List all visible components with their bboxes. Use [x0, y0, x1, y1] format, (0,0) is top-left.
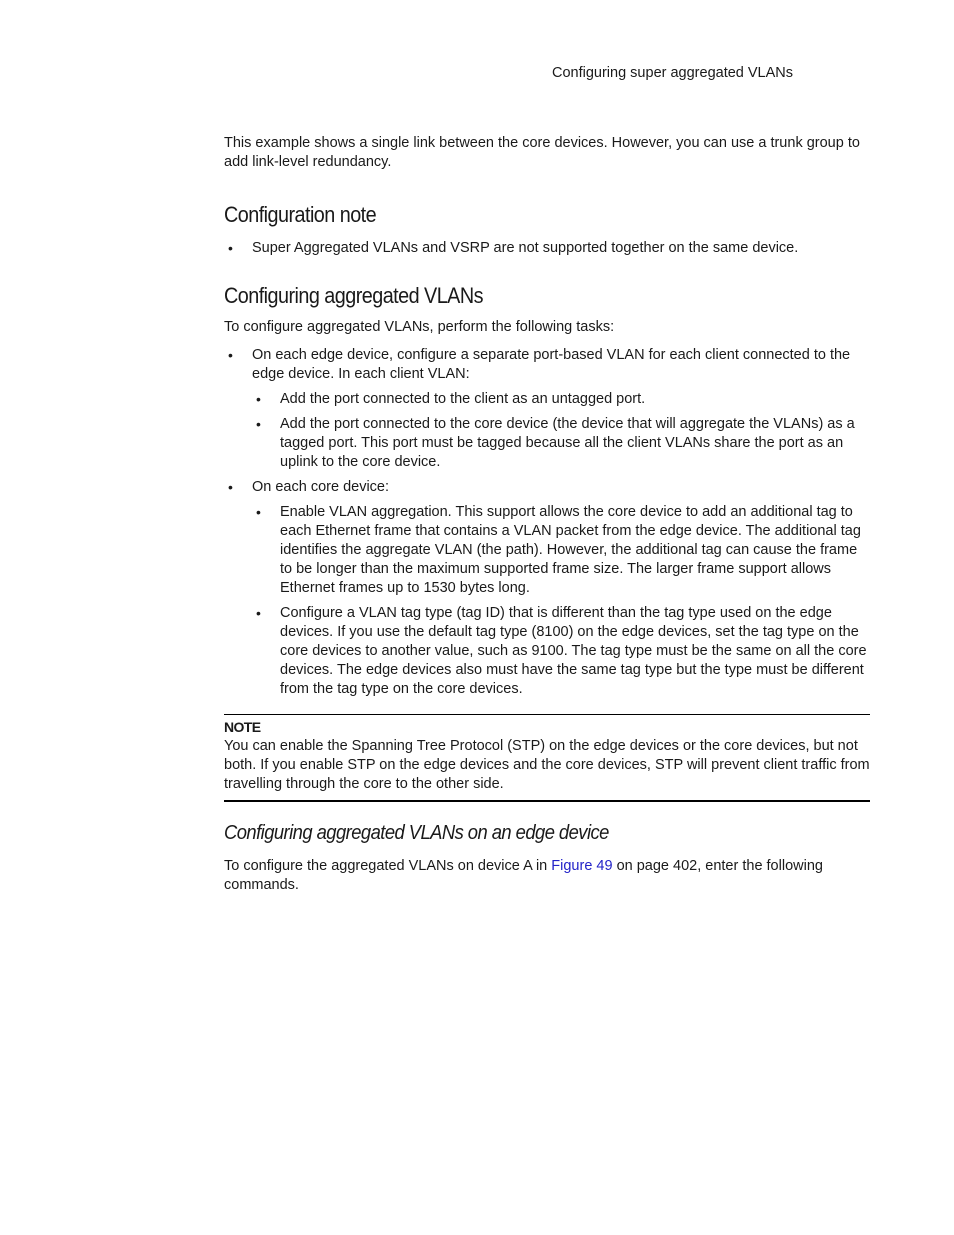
list-item: • Super Aggregated VLANs and VSRP are not supported together on the same device.: [228, 240, 799, 256]
configuration-note-list: [224, 239, 870, 258]
intro-paragraph: This example shows a single link between the core devices. However, you can use a trunk group to add link-level redundancy.: [224, 135, 860, 170]
running-header: Configuring super aggregated VLANs: [552, 65, 794, 81]
list-item: • Enable VLAN aggregation. This support allows the core device to add an additional tag to each Ethernet frame that contains a VLAN packet from the edge device. The additional tag identifies the aggregate VLAN (the path). However, the additional tag can cause the frame to be longer than the maximum supported frame size. The larger frame support allows Ethernet frames up to 1530 bytes long.: [256, 504, 861, 596]
list-item-edge-device: • On each edge device, configure a separate port-based VLAN for each client connected to the edge device. In each client VLAN:: [228, 347, 851, 382]
page-content: [224, 134, 870, 895]
edge-device-paragraph: To configure the aggregated VLANs on device A in Figure 49 on page 402, enter the following commands.: [224, 858, 823, 893]
bullet-icon: •: [256, 416, 261, 432]
list-item: • Configure a VLAN tag type (tag ID) that is different than the tag type used on the edge devices. If you use the default tag type (8100) on the edge devices, set the tag type on the core devices to another value, such as 9100. The tag type must be the same on all the core devices. The edge devices also must have the same tag type but the type must be different from the tag type on the core devices.: [256, 605, 867, 697]
edge-device-subheading: Configuring aggregated VLANs on an edge device: [224, 822, 609, 844]
list-item: • Add the port connected to the client as an untagged port.: [256, 391, 646, 407]
configuring-aggregated-vlans-heading: Configuring aggregated VLANs: [224, 283, 483, 308]
bullet-icon: •: [228, 240, 233, 256]
tasks-list: [224, 346, 870, 699]
bullet-icon: •: [256, 504, 261, 520]
note-box: [224, 714, 870, 802]
bullet-icon: •: [228, 479, 233, 495]
configuration-note-heading: Configuration note: [224, 202, 377, 227]
note-text: You can enable the Spanning Tree Protocol (STP) on the edge devices or the core devices, but not both. If you enable STP on the edge devices and the core devices, STP will prevent client traffic from travelling through the core to the other side.: [224, 738, 870, 792]
list-item: • Add the port connected to the core device (the device that will aggregate the VLANs) as a tagged port. This port must be tagged because all the client VLANs share the port as an uplink to the core device.: [256, 416, 855, 470]
figure-49-link[interactable]: Figure 49: [551, 858, 613, 874]
bullet-icon: •: [256, 391, 261, 407]
note-label: NOTE: [224, 719, 261, 735]
list-item-core-device: • On each core device:: [228, 479, 390, 495]
bullet-icon: •: [256, 605, 261, 621]
bullet-icon: •: [228, 347, 233, 363]
tasks-intro: To configure aggregated VLANs, perform the following tasks:: [224, 319, 615, 335]
